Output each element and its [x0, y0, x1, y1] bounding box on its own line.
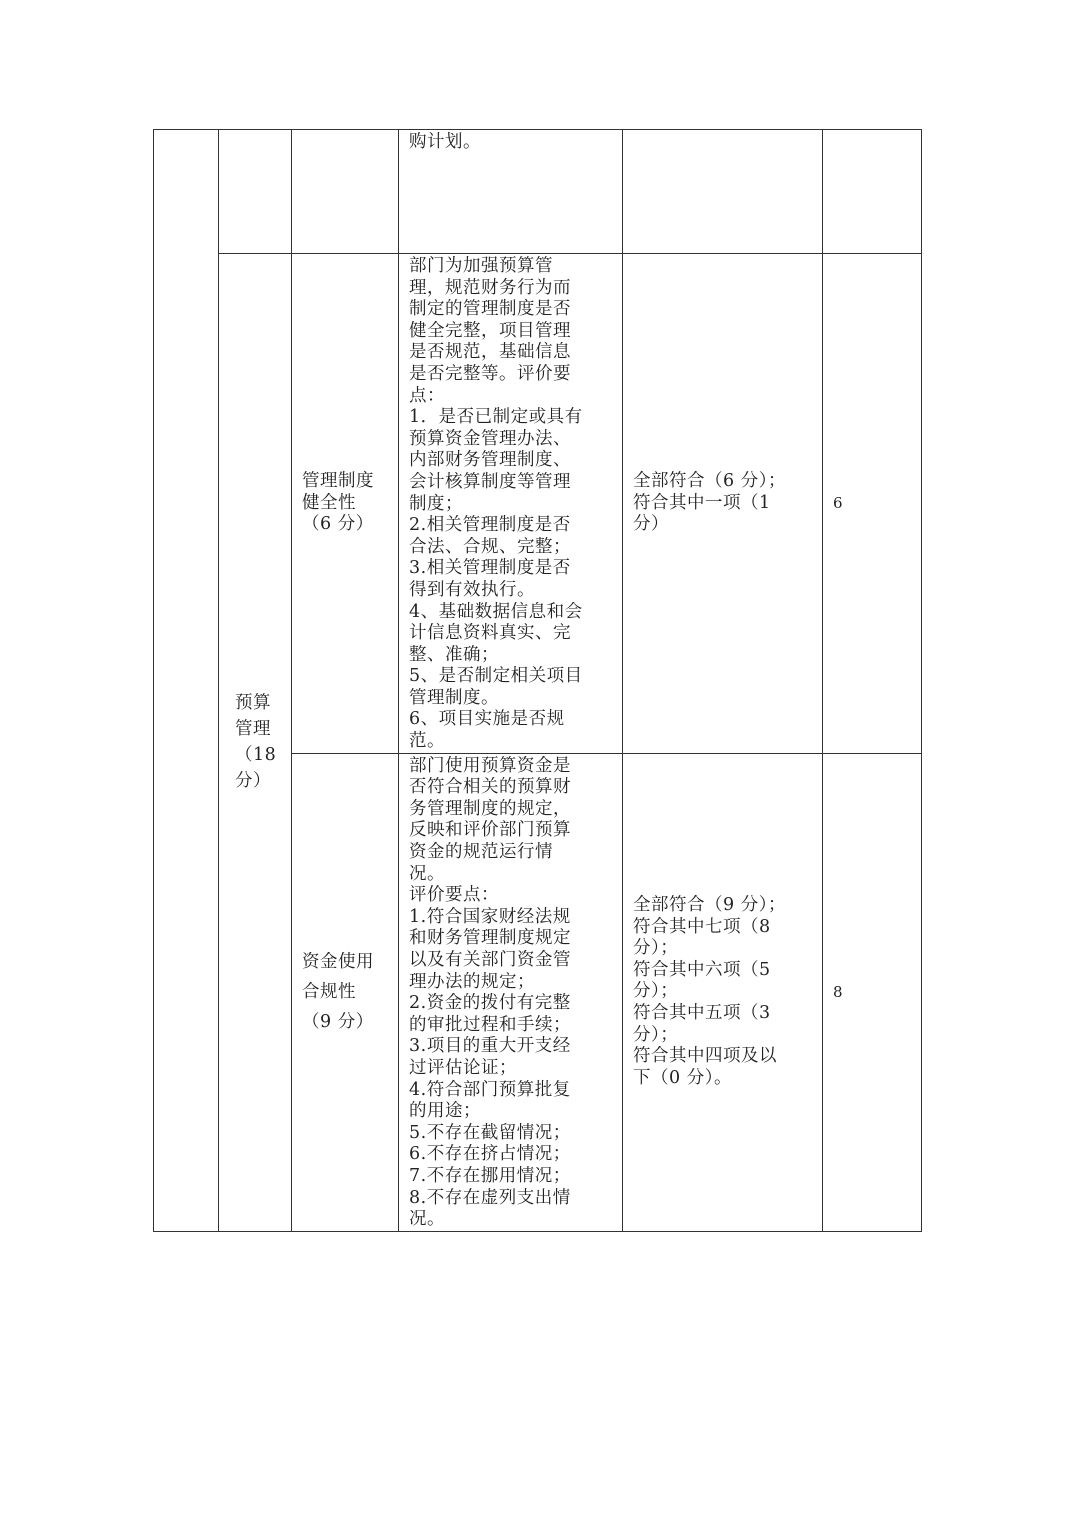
- description-continuation: 购计划。: [399, 130, 623, 254]
- indicator-management-system: 管理制度 健全性 （6 分）: [292, 254, 399, 754]
- score-fund-compliance: 8: [823, 753, 922, 1231]
- category-budget-management: 预算 管理 （18 分）: [219, 254, 292, 1232]
- evaluation-table-container: [153, 129, 921, 1232]
- criteria-management-system: 全部符合（6 分）； 符合其中一项（1 分）: [623, 254, 823, 754]
- criteria-cell-empty: [623, 130, 823, 254]
- description-fund-compliance: 部门使用预算资金是 否符合相关的预算财 务管理制度的规定， 反映和评价部门预算 资金的规范运行情 况。 评价要点： 1.符合国家财经法规 和财务管理制度规定 以及有关部门资金管 理办法的规定； 2.资金的拨付有完整 的审批过程和手续； 3.项目的重大开支经 过评估论证； 4.符合部门预算批复 的用途； 5.不存在截留情况； 6.不存在挤占情况； 7.不存在挪用情况； 8.不存在虚列支出情 况。: [399, 753, 623, 1231]
- evaluation-table: [153, 129, 922, 1232]
- indicator-fund-compliance: 资金使用 合规性 （9 分）: [292, 753, 399, 1231]
- criteria-fund-compliance: 全部符合（9 分）； 符合其中七项（8 分）； 符合其中六项（5 分）； 符合其中五项（3 分）； 符合其中四项及以 下（0 分）。: [623, 753, 823, 1231]
- table-row-management-system: [154, 254, 922, 754]
- table-row-continuation: [154, 130, 922, 254]
- first-level-indicator-cell: [154, 130, 219, 1232]
- score-management-system: 6: [823, 254, 922, 754]
- description-management-system: 部门为加强预算管 理，规范财务行为而 制定的管理制度是否 健全完整，项目管理 是否规范，基础信息 是否完整等。评价要 点： 1．是否已制定或具有 预算资金管理办法、 内部财务管理制度、 会计核算制度等管理 制度； 2.相关管理制度是否 合法、合规、完整； 3.相关管理制度是否 得到有效执行。 4、基础数据信息和会 计信息资料真实、完 整、准确； 5、是否制定相关项目 管理制度。 6、项目实施是否规 范。: [399, 254, 623, 754]
- indicator-cell-empty: [292, 130, 399, 254]
- score-cell-empty: [823, 130, 922, 254]
- category-cell-empty: [219, 130, 292, 254]
